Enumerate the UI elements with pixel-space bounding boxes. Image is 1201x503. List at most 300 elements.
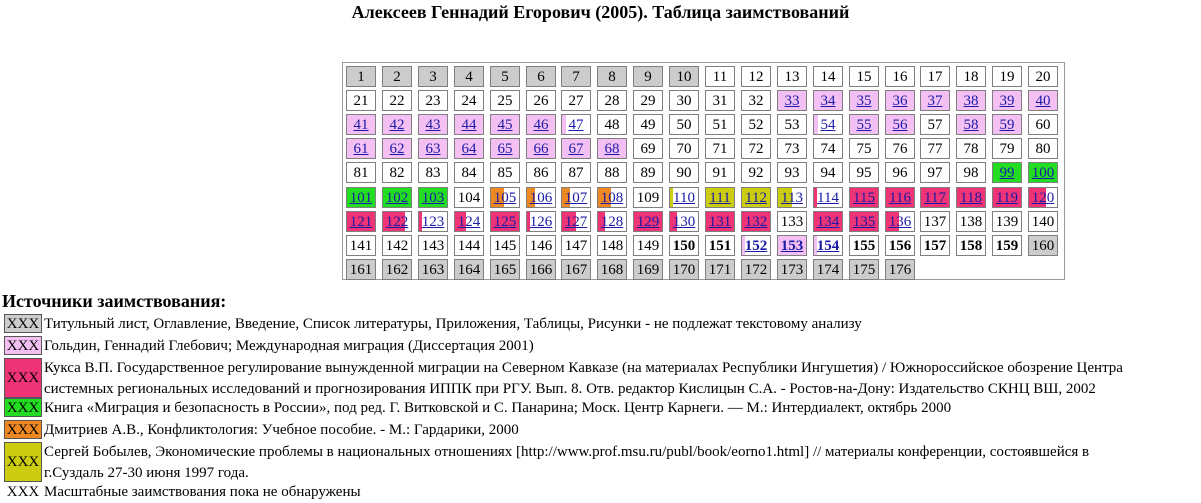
page-number: 74: [820, 141, 836, 157]
page-cell-7: [561, 66, 591, 87]
page-number: 138: [959, 214, 983, 230]
page-cell-137: [920, 211, 950, 232]
page-cell-63[interactable]: [418, 138, 448, 159]
page-cell-126[interactable]: [526, 211, 556, 232]
page-number: 50: [676, 117, 692, 133]
page-cell-114[interactable]: [813, 187, 843, 208]
page-cell-51: [705, 114, 735, 135]
coverage-bar: [562, 115, 566, 134]
page-cell-95: [849, 162, 879, 183]
page-cell-69: [633, 138, 663, 159]
page-link[interactable]: 124: [457, 214, 481, 230]
page-link[interactable]: 100: [1031, 165, 1055, 181]
page-number: 25: [497, 93, 513, 109]
page-link[interactable]: 123: [421, 214, 445, 230]
page-link[interactable]: 36: [892, 93, 908, 109]
page-cell-27: [561, 90, 591, 111]
page-cell-96: [885, 162, 915, 183]
page-cell-141: [346, 235, 376, 256]
page-number: 150: [672, 238, 696, 254]
page-number: 24: [461, 93, 477, 109]
page-link[interactable]: 56: [892, 117, 908, 133]
page-number: 51: [712, 117, 728, 133]
swatch-goldin: XXX: [4, 336, 42, 355]
page-cell-42[interactable]: [382, 114, 412, 135]
page-number: 160: [1031, 238, 1055, 254]
page-link[interactable]: 35: [856, 93, 872, 109]
page-number: 137: [923, 214, 947, 230]
page-cell-84: [454, 162, 484, 183]
page-cell-154[interactable]: [813, 235, 843, 256]
page-number: 70: [676, 141, 692, 157]
page-cell-35[interactable]: [849, 90, 879, 111]
page-cell-65[interactable]: [490, 138, 520, 159]
page-cell-28: [597, 90, 627, 111]
page-number: 91: [712, 165, 728, 181]
page-cell-24: [454, 90, 484, 111]
page-number: 174: [816, 262, 840, 278]
page-number: 151: [708, 238, 732, 254]
page-cell-46[interactable]: [526, 114, 556, 135]
page-number: 93: [784, 165, 800, 181]
page-link[interactable]: 63: [425, 141, 441, 157]
page-link[interactable]: 47: [568, 117, 584, 133]
page-cell-72: [741, 138, 771, 159]
source-text: Книга «Миграция и безопасность в России», под ред. Г. Витковской и С. Панарина; Моск. Центр Карнеги. — М.: Интердиалект, октябрь 2000: [44, 400, 952, 416]
page-cell-133: [777, 211, 807, 232]
page-number: 149: [636, 238, 660, 254]
page-cell-97: [920, 162, 950, 183]
page-number: 168: [600, 262, 624, 278]
page-cell-89: [633, 162, 663, 183]
page-cell-119[interactable]: [992, 187, 1022, 208]
page-link[interactable]: 67: [568, 141, 584, 157]
page-cell-71: [705, 138, 735, 159]
page-link[interactable]: 64: [461, 141, 477, 157]
page-cell-13: [777, 66, 807, 87]
page-cell-162: [382, 259, 412, 280]
page-cell-29: [633, 90, 663, 111]
page-number: 81: [353, 165, 369, 181]
page-link[interactable]: 129: [636, 214, 660, 230]
page-cell-118[interactable]: [956, 187, 986, 208]
page-cell-172: [741, 259, 771, 280]
page-cell-145: [490, 235, 520, 256]
page-number: 14: [820, 69, 836, 85]
page-link[interactable]: 58: [963, 117, 979, 133]
page-cell-83: [418, 162, 448, 183]
page-cell-4: [454, 66, 484, 87]
page-link[interactable]: 107: [564, 190, 588, 206]
page-link[interactable]: 99: [999, 165, 1015, 181]
page-link[interactable]: 121: [349, 214, 373, 230]
page-number: 175: [852, 262, 876, 278]
page-cell-115[interactable]: [849, 187, 879, 208]
page-cell-122[interactable]: [382, 211, 412, 232]
page-cell-79: [992, 138, 1022, 159]
page-cell-123[interactable]: [418, 211, 448, 232]
page-number: 171: [708, 262, 732, 278]
page-number: 15: [856, 69, 872, 85]
page-cell-108[interactable]: [597, 187, 627, 208]
page-cell-45[interactable]: [490, 114, 520, 135]
page-link[interactable]: 68: [604, 141, 620, 157]
page-cell-56[interactable]: [885, 114, 915, 135]
page-cell-171: [705, 259, 735, 280]
page-number: 6: [537, 69, 545, 85]
page-number: 172: [744, 262, 768, 278]
page-cell-33[interactable]: [777, 90, 807, 111]
page-number: 86: [533, 165, 549, 181]
page-cell-39[interactable]: [992, 90, 1022, 111]
page-cell-41[interactable]: [346, 114, 376, 135]
page-link[interactable]: 34: [820, 93, 836, 109]
page-link[interactable]: 128: [600, 214, 624, 230]
page-cell-109: [633, 187, 663, 208]
page-link[interactable]: 59: [999, 117, 1015, 133]
page-number: 146: [529, 238, 553, 254]
page-cell-67[interactable]: [561, 138, 591, 159]
page-number: 90: [676, 165, 692, 181]
page-link[interactable]: 152: [744, 238, 768, 254]
source-dmitriev: [2, 420, 1201, 441]
page-link[interactable]: 33: [784, 93, 800, 109]
page-link[interactable]: 120: [1031, 190, 1055, 206]
page-number: 79: [999, 141, 1015, 157]
page-cell-19: [992, 66, 1022, 87]
page-cell-36[interactable]: [885, 90, 915, 111]
page-link[interactable]: 39: [999, 93, 1015, 109]
page-cell-74: [813, 138, 843, 159]
page-cell-77: [920, 138, 950, 159]
page-number: 27: [568, 93, 584, 109]
page-cell-99[interactable]: [992, 162, 1022, 183]
page-cell-102[interactable]: [382, 187, 412, 208]
page-cell-64[interactable]: [454, 138, 484, 159]
page-link[interactable]: 118: [960, 190, 982, 206]
page-cell-166: [526, 259, 556, 280]
page-cell-47[interactable]: [561, 114, 591, 135]
page-cell-21: [346, 90, 376, 111]
page-cell-107[interactable]: [561, 187, 591, 208]
page-number: 95: [856, 165, 872, 181]
page-cell-26: [526, 90, 556, 111]
page-cell-124[interactable]: [454, 211, 484, 232]
page-number: 21: [353, 93, 369, 109]
page-cell-101[interactable]: [346, 187, 376, 208]
page-number: 13: [784, 69, 800, 85]
page-cell-164: [454, 259, 484, 280]
page-cell-159: [992, 235, 1022, 256]
swatch-dmitriev: XXX: [4, 420, 42, 439]
page-number: 52: [748, 117, 764, 133]
page-cell-161: [346, 259, 376, 280]
page-cell-73: [777, 138, 807, 159]
page-cell-100[interactable]: [1028, 162, 1058, 183]
page-link[interactable]: 111: [709, 190, 731, 206]
page-cell-92: [741, 162, 771, 183]
page-link[interactable]: 134: [816, 214, 840, 230]
page-cell-121[interactable]: [346, 211, 376, 232]
page-cell-54[interactable]: [813, 114, 843, 135]
page-link[interactable]: 55: [856, 117, 872, 133]
page-number: 94: [820, 165, 836, 181]
page-link[interactable]: 112: [745, 190, 767, 206]
page-cell-106[interactable]: [526, 187, 556, 208]
page-cell-120[interactable]: [1028, 187, 1058, 208]
page-number: 83: [425, 165, 441, 181]
page-number: 3: [429, 69, 437, 85]
source-titular: [2, 314, 1201, 335]
page-link[interactable]: 116: [889, 190, 911, 206]
page-number: 89: [640, 165, 656, 181]
page-number: 139: [995, 214, 1019, 230]
page-number: 143: [421, 238, 445, 254]
page-link[interactable]: 127: [564, 214, 588, 230]
swatch-kuksa: XXX: [4, 358, 42, 398]
page-link[interactable]: 44: [461, 117, 477, 133]
page-cell-113[interactable]: [777, 187, 807, 208]
page-link[interactable]: 122: [385, 214, 409, 230]
page-link[interactable]: 40: [1035, 93, 1051, 109]
page-number: 164: [457, 262, 481, 278]
page-link[interactable]: 38: [963, 93, 979, 109]
page-cell-57: [920, 114, 950, 135]
page-number: 169: [636, 262, 660, 278]
page-number: 71: [712, 141, 728, 157]
page-cell-17: [920, 66, 950, 87]
page-cell-34[interactable]: [813, 90, 843, 111]
page-cell-58[interactable]: [956, 114, 986, 135]
page-number: 26: [533, 93, 549, 109]
page-link[interactable]: 105: [493, 190, 517, 206]
page-link[interactable]: 101: [349, 190, 373, 206]
page-cell-173: [777, 259, 807, 280]
page-cell-110[interactable]: [669, 187, 699, 208]
source-text: Кукса В.П. Государственное регулирование вынужденной миграции на Северном Кавказе (на материалах Республики Ингушетия) / Южнороссийское обозрение Центра системных региональных исследований и прогнозирования ИППК при РГУ. Вып. 8. Отв. редактор Кислицын С.А. - Ростов-на-Дону: Издательство СКНЦ ВШ, 2002: [44, 360, 1123, 397]
page-cell-158: [956, 235, 986, 256]
page-cell-23: [418, 90, 448, 111]
page-number: 145: [493, 238, 517, 254]
page-number: 173: [780, 262, 804, 278]
page-cell-132[interactable]: [741, 211, 771, 232]
page-cell-49: [633, 114, 663, 135]
page-link[interactable]: 131: [708, 214, 732, 230]
page-cell-55[interactable]: [849, 114, 879, 135]
page-number: 84: [461, 165, 477, 181]
page-number: 31: [712, 93, 728, 109]
page-link[interactable]: 106: [529, 190, 553, 206]
page-cell-135[interactable]: [849, 211, 879, 232]
page-number: 77: [927, 141, 943, 157]
page-cell-2: [382, 66, 412, 87]
page-number: 75: [856, 141, 872, 157]
page-cell-20: [1028, 66, 1058, 87]
page-number: 72: [748, 141, 764, 157]
page-link[interactable]: 153: [780, 238, 804, 254]
page-cell-59[interactable]: [992, 114, 1022, 135]
page-number: 2: [393, 69, 401, 85]
page-link[interactable]: 43: [425, 117, 441, 133]
source-text: Дмитриев А.В., Конфликтология: Учебное пособие. - М.: Гардарики, 2000: [44, 422, 519, 438]
page-number: 141: [349, 238, 373, 254]
page-cell-1: [346, 66, 376, 87]
page-number: 76: [892, 141, 908, 157]
page-number: 12: [748, 69, 764, 85]
page-cell-125[interactable]: [490, 211, 520, 232]
page-cell-14: [813, 66, 843, 87]
page-cell-53: [777, 114, 807, 135]
page-link[interactable]: 119: [996, 190, 1018, 206]
page-cell-40[interactable]: [1028, 90, 1058, 111]
page-link[interactable]: 54: [820, 117, 836, 133]
swatch-none: XXX: [4, 482, 42, 501]
page-link[interactable]: 117: [924, 190, 946, 206]
page-link[interactable]: 102: [385, 190, 409, 206]
page-number: 165: [493, 262, 517, 278]
page-number: 158: [959, 238, 983, 254]
page-cell-61[interactable]: [346, 138, 376, 159]
page-cell-128[interactable]: [597, 211, 627, 232]
page-cell-112[interactable]: [741, 187, 771, 208]
page-cell-127[interactable]: [561, 211, 591, 232]
page-link[interactable]: 42: [389, 117, 405, 133]
page-cell-82: [382, 162, 412, 183]
page-number: 23: [425, 93, 441, 109]
page-number: 167: [564, 262, 588, 278]
page-number: 156: [888, 238, 912, 254]
page-link[interactable]: 103: [421, 190, 445, 206]
page-cell-75: [849, 138, 879, 159]
page-cell-87: [561, 162, 591, 183]
source-text: Масштабные заимствования пока не обнаружены: [44, 484, 361, 500]
page-cell-48: [597, 114, 627, 135]
page-cell-43[interactable]: [418, 114, 448, 135]
page-cell-111[interactable]: [705, 187, 735, 208]
source-kniga: [2, 398, 1201, 419]
page-cell-37[interactable]: [920, 90, 950, 111]
page-link[interactable]: 114: [817, 190, 839, 206]
page-cell-155: [849, 235, 879, 256]
page-link[interactable]: 130: [672, 214, 696, 230]
page-cell-44[interactable]: [454, 114, 484, 135]
page-link[interactable]: 132: [744, 214, 768, 230]
page-link[interactable]: 66: [533, 141, 549, 157]
page-number: 17: [927, 69, 943, 85]
page-cell-94: [813, 162, 843, 183]
page-cell-103[interactable]: [418, 187, 448, 208]
page-cell-68[interactable]: [597, 138, 627, 159]
page-link[interactable]: 37: [927, 93, 943, 109]
page-cell-169: [633, 259, 663, 280]
page-cell-11: [705, 66, 735, 87]
source-text: Гольдин, Геннадий Глебович; Международная миграция (Диссертация 2001): [44, 338, 534, 354]
page-number: 78: [963, 141, 979, 157]
page-cell-76: [885, 138, 915, 159]
page-cell-66[interactable]: [526, 138, 556, 159]
source-kuksa: [2, 358, 1201, 400]
page-link[interactable]: 115: [853, 190, 875, 206]
page-link[interactable]: 41: [353, 117, 369, 133]
page-cell-38[interactable]: [956, 90, 986, 111]
page-number: 92: [748, 165, 764, 181]
page-number: 170: [672, 262, 696, 278]
page-cell-147: [561, 235, 591, 256]
page-cell-25: [490, 90, 520, 111]
page-cell-70: [669, 138, 699, 159]
page-cell-18: [956, 66, 986, 87]
page-cell-163: [418, 259, 448, 280]
page-link[interactable]: 46: [533, 117, 549, 133]
page-link[interactable]: 110: [673, 190, 695, 206]
page-link[interactable]: 126: [529, 214, 553, 230]
page-number: 142: [385, 238, 409, 254]
page-cell-143: [418, 235, 448, 256]
page-cell-152[interactable]: [741, 235, 771, 256]
page-cell-146: [526, 235, 556, 256]
source-text: Титульный лист, Оглавление, Введение, Список литературы, Приложения, Таблицы, Рисунки - не подлежат текстовому анализу: [44, 316, 862, 332]
page-link[interactable]: 113: [781, 190, 803, 206]
page-cell-151: [705, 235, 735, 256]
page-number: 161: [349, 262, 373, 278]
page-number: 140: [1031, 214, 1055, 230]
page-number: 133: [780, 214, 804, 230]
page-cell-62[interactable]: [382, 138, 412, 159]
page-link[interactable]: 135: [852, 214, 876, 230]
page-number: 87: [568, 165, 584, 181]
page-cell-60: [1028, 114, 1058, 135]
page-number: 29: [640, 93, 656, 109]
page-cell-136[interactable]: [885, 211, 915, 232]
page-cell-165: [490, 259, 520, 280]
page-cell-144: [454, 235, 484, 256]
page-cell-134[interactable]: [813, 211, 843, 232]
page-link[interactable]: 108: [600, 190, 624, 206]
page-cell-131[interactable]: [705, 211, 735, 232]
coverage-bar: [814, 115, 818, 134]
page-link[interactable]: 136: [888, 214, 912, 230]
page-cell-32: [741, 90, 771, 111]
page-link[interactable]: 45: [497, 117, 513, 133]
page-number: 155: [852, 238, 876, 254]
page-cell-153[interactable]: [777, 235, 807, 256]
page-link[interactable]: 61: [353, 141, 369, 157]
page-number: 148: [600, 238, 624, 254]
page-cell-93: [777, 162, 807, 183]
page-cell-116[interactable]: [885, 187, 915, 208]
page-cell-98: [956, 162, 986, 183]
page-cell-168: [597, 259, 627, 280]
page-cell-6: [526, 66, 556, 87]
page-number: 57: [927, 117, 943, 133]
page-cell-129[interactable]: [633, 211, 663, 232]
page-cell-9: [633, 66, 663, 87]
page-cell-130[interactable]: [669, 211, 699, 232]
page-link[interactable]: 154: [816, 238, 840, 254]
page-cell-52: [741, 114, 771, 135]
page-cell-105[interactable]: [490, 187, 520, 208]
page-number: 19: [999, 69, 1015, 85]
page-link[interactable]: 125: [493, 214, 517, 230]
page-cell-170: [669, 259, 699, 280]
swatch-titular: XXX: [4, 314, 42, 333]
page-cell-117[interactable]: [920, 187, 950, 208]
page-cell-3: [418, 66, 448, 87]
page-link[interactable]: 62: [389, 141, 405, 157]
page-number: 104: [457, 190, 481, 206]
page-link[interactable]: 65: [497, 141, 513, 157]
page-number: 162: [385, 262, 409, 278]
